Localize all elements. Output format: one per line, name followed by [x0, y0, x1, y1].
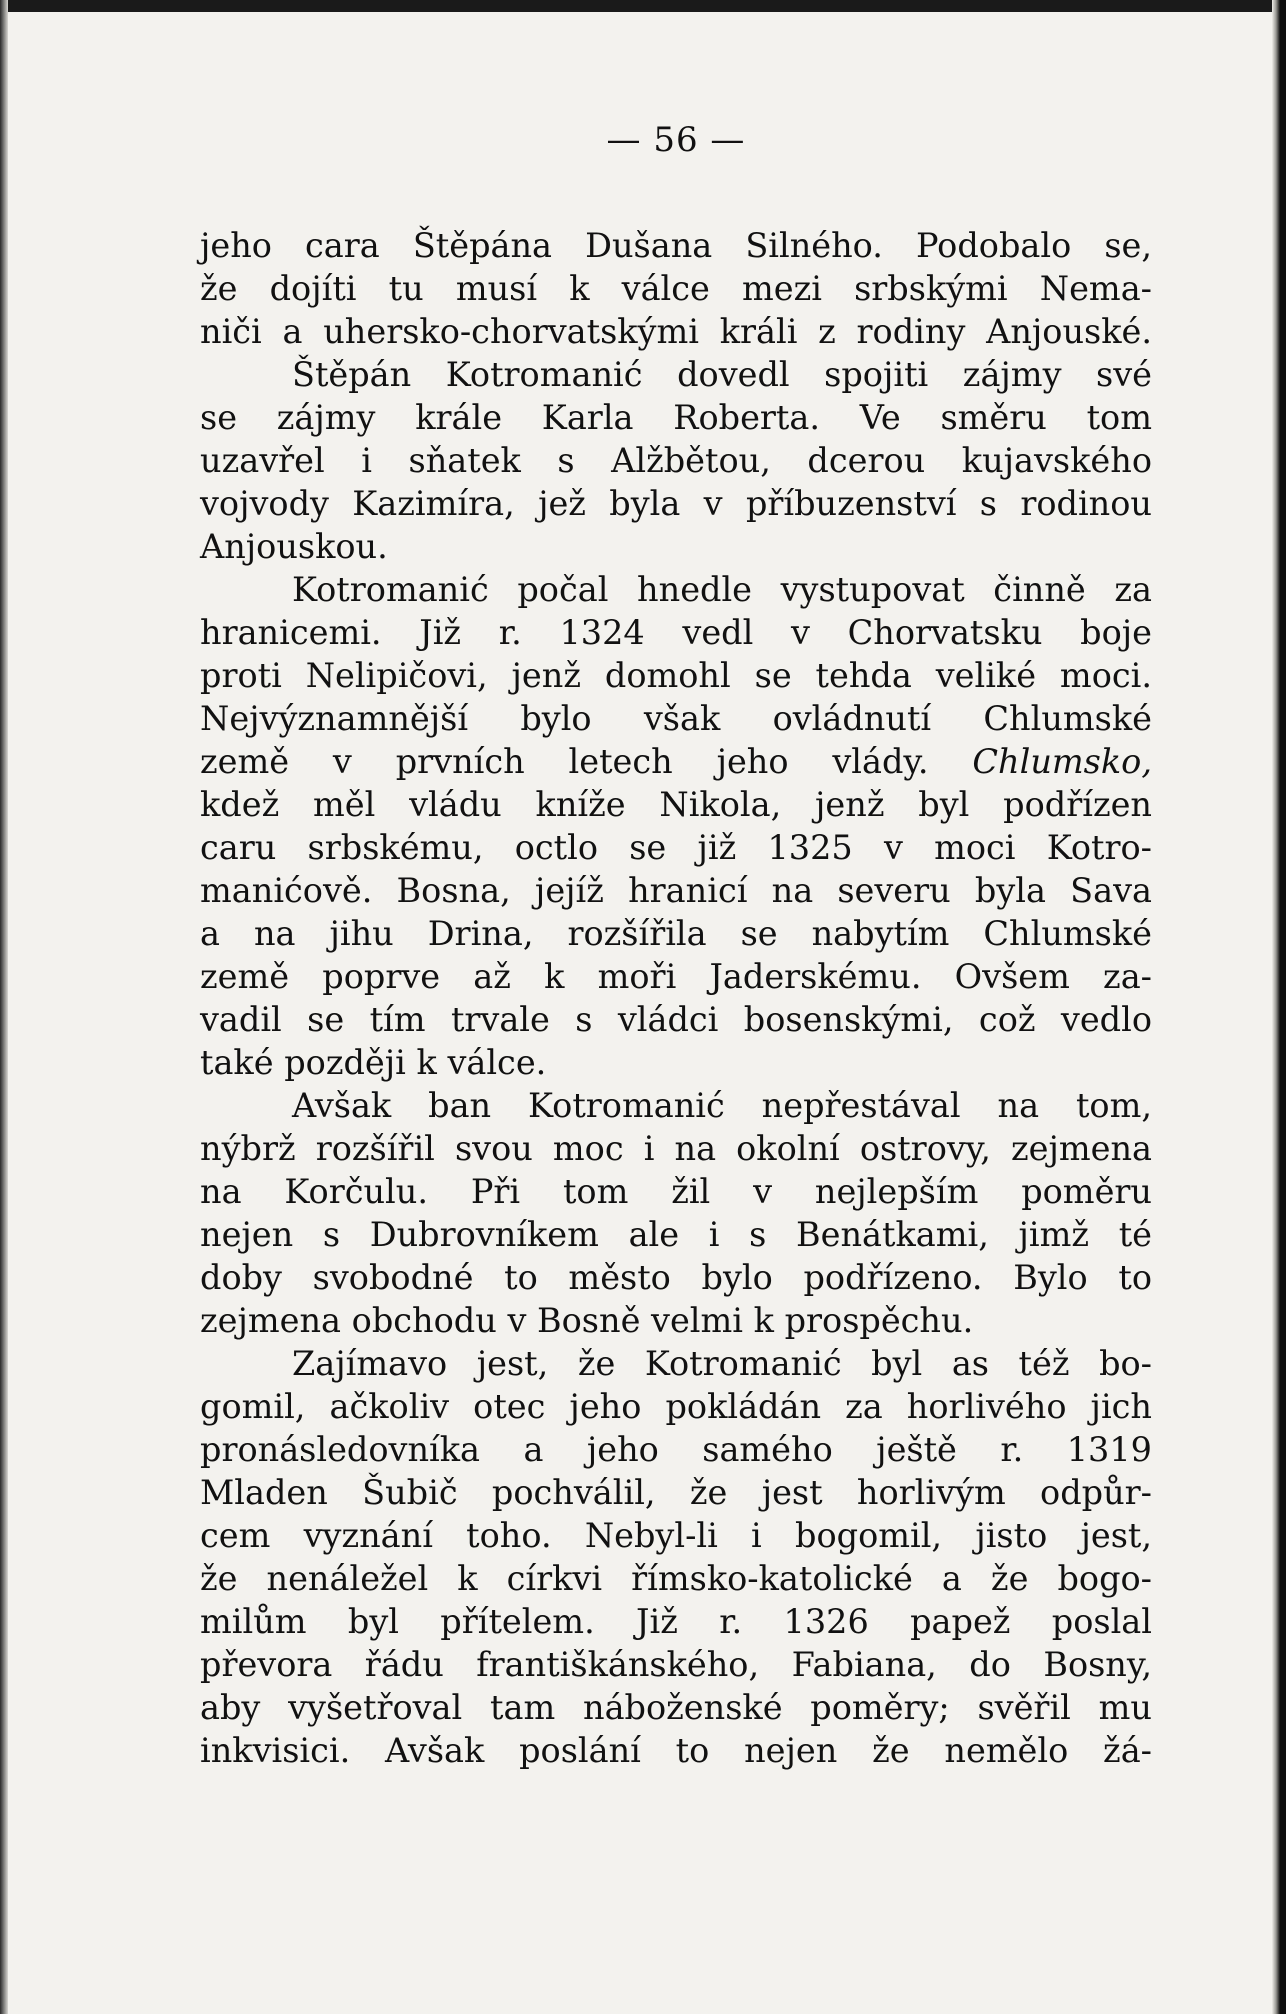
text-line: Mladen Šubič pochválil, že jest horlivým odpůr-: [200, 1473, 1152, 1512]
text-line-with-italic: [200, 740, 1152, 783]
text-line: zejmena obchodu v Bosně velmi k prospěchu.: [200, 1301, 974, 1340]
text-line: převora řádu františkánského, Fabiana, do Bosny,: [200, 1645, 1152, 1684]
text-line: také později k válce.: [200, 1043, 547, 1082]
text-line: a na jihu Drina, rozšířila se nabytím Chlumské: [200, 914, 1152, 953]
text-line: nejen s Dubrovníkem ale i s Benátkami, jimž té: [200, 1215, 1152, 1254]
text-line: Anjouskou.: [200, 527, 388, 566]
scan-right-edge: [1272, 0, 1286, 2014]
text-line: milům byl přítelem. Již r. 1326 papež poslal: [200, 1602, 1152, 1641]
text-line: vojvody Kazimíra, jež byla v příbuzenství s rodinou: [200, 484, 1152, 523]
scan-left-edge: [0, 0, 8, 2014]
text-line: nýbrž rozšířil svou moc i na okolní ostrovy, zejmena: [200, 1129, 1152, 1168]
scan-top-edge: [0, 0, 1286, 12]
text-line: země poprve až k moři Jaderskému. Ovšem za-: [200, 957, 1152, 996]
text-line: manićově. Bosna, jejíž hranicí na severu byla Sava: [200, 871, 1152, 910]
text-line: Zajímavo jest, že Kotromanić byl as též bo-: [292, 1344, 1152, 1383]
text-line: Nejvýznamnější bylo však ovládnutí Chlumské: [200, 699, 1152, 738]
text-line: hranicemi. Již r. 1324 vedl v Chorvatsku boje: [200, 613, 1152, 652]
text-line: uzavřel i sňatek s Alžbětou, dcerou kujavského: [200, 441, 1152, 480]
text-line: že nenáležel k církvi římsko-katolické a že bogo-: [200, 1559, 1152, 1598]
text-line: caru srbskému, octlo se již 1325 v moci Kotro-: [200, 828, 1152, 867]
italic-term: Chlumsko,: [972, 742, 1152, 781]
text-segment: země v prvních letech jeho vlády.: [200, 742, 929, 781]
book-page: [200, 120, 1152, 1772]
text-line: aby vyšetřoval tam náboženské poměry; svěřil mu: [200, 1688, 1152, 1727]
text-line: proti Nelipičovi, jenž domohl se tehda veliké moci.: [200, 656, 1152, 695]
text-line: Kotromanić počal hnedle vystupovat činně za: [292, 570, 1152, 609]
text-line: doby svobodné to město bylo podřízeno. Bylo to: [200, 1258, 1152, 1297]
page-number: — 56 —: [606, 120, 746, 160]
text-line: na Korčulu. Při tom žil v nejlepším poměru: [200, 1172, 1152, 1211]
text-line: cem vyznání toho. Nebyl-li i bogomil, jisto jest,: [200, 1516, 1152, 1555]
text-line: Štěpán Kotromanić dovedl spojiti zájmy své: [292, 355, 1152, 394]
body-text: [200, 224, 1152, 1772]
text-line: kdež měl vládu kníže Nikola, jenž byl podřízen: [200, 785, 1152, 824]
text-line: niči a uhersko-chorvatskými králi z rodiny Anjouské.: [200, 312, 1152, 351]
text-line: pronásledovníka a jeho samého ještě r. 1319: [200, 1430, 1152, 1469]
text-line: jeho cara Štěpána Dušana Silného. Podobalo se,: [200, 226, 1152, 265]
text-line: že dojíti tu musí k válce mezi srbskými Nema-: [200, 269, 1152, 308]
text-line: Avšak ban Kotromanić nepřestával na tom,: [292, 1086, 1152, 1125]
text-line: se zájmy krále Karla Roberta. Ve směru tom: [200, 398, 1152, 437]
text-line: gomil, ačkoliv otec jeho pokládán za horlivého jich: [200, 1387, 1152, 1426]
text-line: vadil se tím trvale s vládci bosenskými, což vedlo: [200, 1000, 1152, 1039]
text-line: inkvisici. Avšak poslání to nejen že nemělo žá-: [200, 1731, 1152, 1770]
